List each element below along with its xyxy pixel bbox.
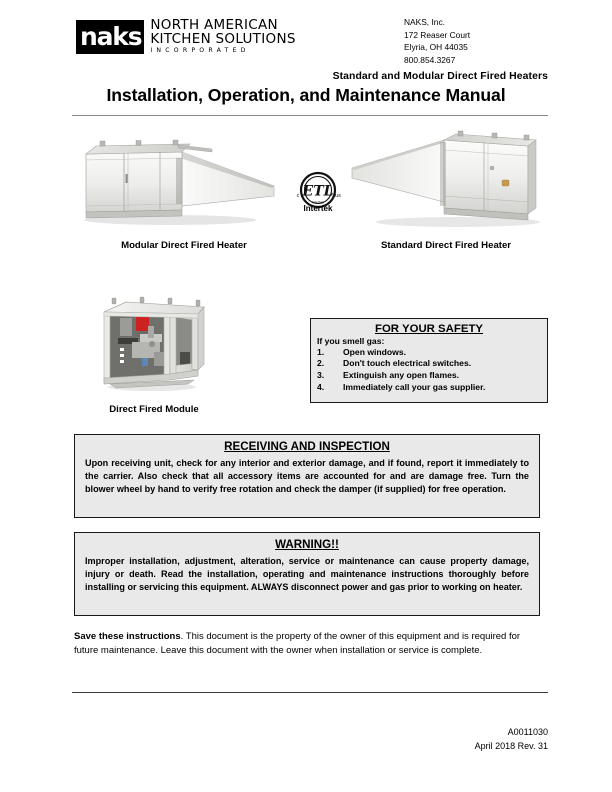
safety-item-text: Open windows. [343,346,407,357]
logo-mark-naks: naks [76,20,144,54]
list-item [317,382,541,394]
save-instructions-rest: . This document is the property of the owner of this equipment and is required for future maintenance. Leave this document with the owner when installation or service is complete. [74,631,521,657]
document-revision: April 2018 Rev. 31 [474,740,548,751]
safety-item-text: Immediately call your gas supplier. [343,381,486,392]
save-instructions-lead: Save these instructions [74,631,181,642]
safety-item-number: 3. [317,370,325,381]
document-subtitle: Standard and Modular Direct Fired Heaters [332,71,548,82]
company-phone: 800.854.3267 [404,54,456,65]
modular-heater-illustration [78,128,290,230]
document-number: A0011030 [507,727,548,737]
list-item [317,370,541,382]
company-name: NAKS, Inc. [404,17,445,27]
logo-line-1: NORTH AMERICAN [150,17,278,33]
logo-wordmark [150,19,295,55]
safety-item-text: Don't touch electrical switches. [343,358,472,369]
direct-fired-module-illustration [96,290,212,394]
etl-agency-label: Intertek [303,204,333,213]
safety-box-title: FOR YOUR SAFETY [374,323,483,335]
company-city-state-zip: Elyria, OH 44035 [404,42,468,53]
receiving-box-body: Upon receiving unit, check for any interior and exterior damage, and if found, report it immediately to the carrier. Also check that all accessory items are accounted for and are damage free. Turn the blower wheel by hand to verify free rotation and check the damper (if supplied) for free operation. [85,458,529,495]
svg-text:ETL: ETL [302,183,334,200]
receiving-box-title: RECEIVING AND INSPECTION [224,440,390,453]
svg-text:c: c [296,193,300,199]
warning-box [74,532,540,616]
safety-steps-list [317,347,541,394]
logo-line-2: KITCHEN SOLUTIONS [150,30,296,47]
receiving-and-inspection-box [74,434,540,518]
figure-caption-module: Direct Fired Module [109,404,199,415]
company-logo [76,17,296,55]
figure-direct-fired-module [96,290,212,394]
safety-item-number: 2. [317,358,325,369]
header-divider-rule [72,115,548,116]
footer-divider-rule [72,692,548,693]
safety-item-number: 1. [317,346,325,357]
company-street: 172 Reaser Court [404,29,471,40]
safety-box-lead: If you smell gas: [317,336,385,346]
svg-text:Intertek: Intertek [312,200,324,205]
figure-caption-modular: Modular Direct Fired Heater [121,240,247,251]
for-your-safety-box [310,318,548,403]
figure-standard-direct-fired-heater [340,128,552,230]
save-instructions-paragraph [74,630,540,659]
safety-item-text: Extinguish any open flames. [343,370,460,381]
safety-item-number: 4. [317,381,325,392]
figure-caption-standard: Standard Direct Fired Heater [380,240,512,251]
warning-box-title: WARNING!! [275,538,339,551]
company-address-block [404,16,470,66]
logo-line-3: INCORPORATED [150,47,250,54]
figure-modular-direct-fired-heater [78,128,290,230]
list-item [317,347,541,359]
svg-text:us: us [335,193,341,199]
standard-heater-illustration [340,128,552,230]
warning-box-body: Improper installation, adjustment, alteration, service or maintenance can cause property damage, injury or death. Read the installation, operating and maintenance instructions thoroughly before installing or servicing this equipment. ALWAYS disconnect power and gas prior to working on heater. [85,556,529,593]
page-title: Installation, Operation, and Maintenance Manual [106,85,506,105]
list-item [317,358,541,370]
page-footer [475,726,548,753]
